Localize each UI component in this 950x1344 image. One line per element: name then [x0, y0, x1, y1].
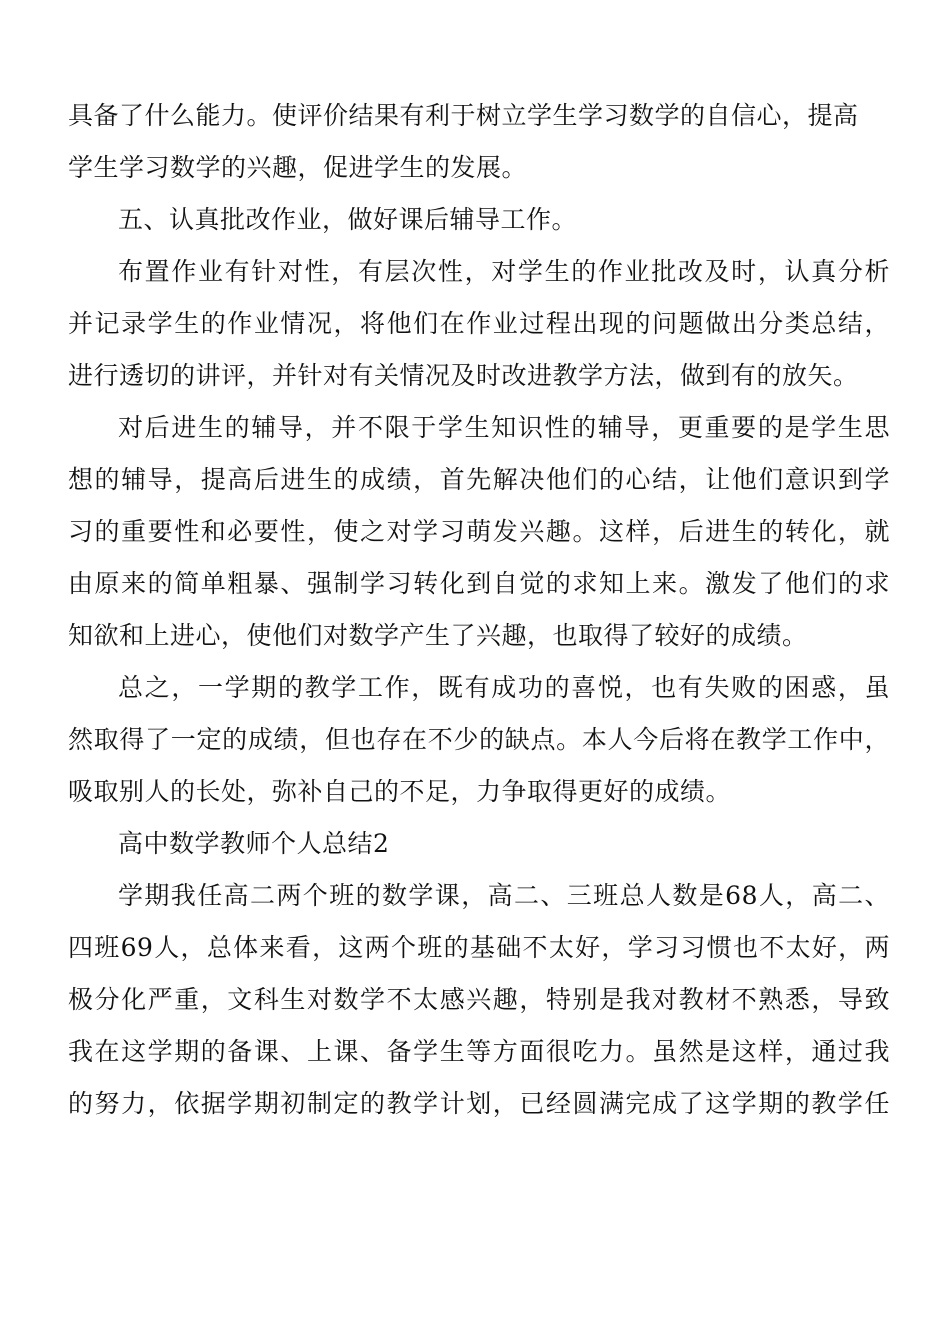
text-line: 的努力，依据学期初制定的教学计划，已经圆满完成了这学期的教学任 [68, 1089, 890, 1118]
text-line: 习的重要性和必要性，使之对学习萌发兴趣。这样，后进生的转化，就 [68, 517, 890, 546]
text-line: 对后进生的辅导，并不限于学生知识性的辅导，更重要的是学生思 [118, 413, 890, 442]
text-line: 极分化严重，文科生对数学不太感兴趣，特别是我对教材不熟悉，导致 [68, 985, 890, 1014]
text-line: 总之，一学期的教学工作，既有成功的喜悦，也有失败的困惑，虽 [118, 673, 890, 702]
document-page [68, 90, 890, 1130]
text-line: 进行透切的讲评，并针对有关情况及时改进教学方法，做到有的放矢。 [68, 361, 859, 390]
text-line: 布置作业有针对性，有层次性，对学生的作业批改及时，认真分析 [118, 257, 890, 286]
text-line: 想的辅导，提高后进生的成绩，首先解决他们的心结，让他们意识到学 [68, 465, 890, 494]
text-line: 由原来的简单粗暴、强制学习转化到自觉的求知上来。激发了他们的求 [68, 569, 890, 598]
text-line: 知欲和上进心，使他们对数学产生了兴趣，也取得了较好的成绩。 [68, 621, 808, 650]
text-line: 四班69人，总体来看，这两个班的基础不太好，学习习惯也不太好，两 [68, 933, 890, 962]
text-line: 学期我任高二两个班的数学课，高二、三班总人数是68人，高二、 [118, 881, 890, 910]
section-heading: 五、认真批改作业，做好课后辅导工作。 [118, 205, 578, 234]
text-line: 学生学习数学的兴趣，促进学生的发展。 [68, 153, 528, 182]
section-heading: 高中数学教师个人总结2 [118, 829, 390, 858]
text-line: 然取得了一定的成绩，但也存在不少的缺点。本人今后将在教学工作中， [68, 725, 890, 754]
text-line: 具备了什么能力。使评价结果有利于树立学生学习数学的自信心，提高 [68, 101, 859, 130]
text-line: 我在这学期的备课、上课、备学生等方面很吃力。虽然是这样，通过我 [68, 1037, 890, 1066]
text-line: 并记录学生的作业情况，将他们在作业过程出现的问题做出分类总结， [68, 309, 890, 338]
text-line: 吸取别人的长处，弥补自己的不足，力争取得更好的成绩。 [68, 777, 732, 806]
